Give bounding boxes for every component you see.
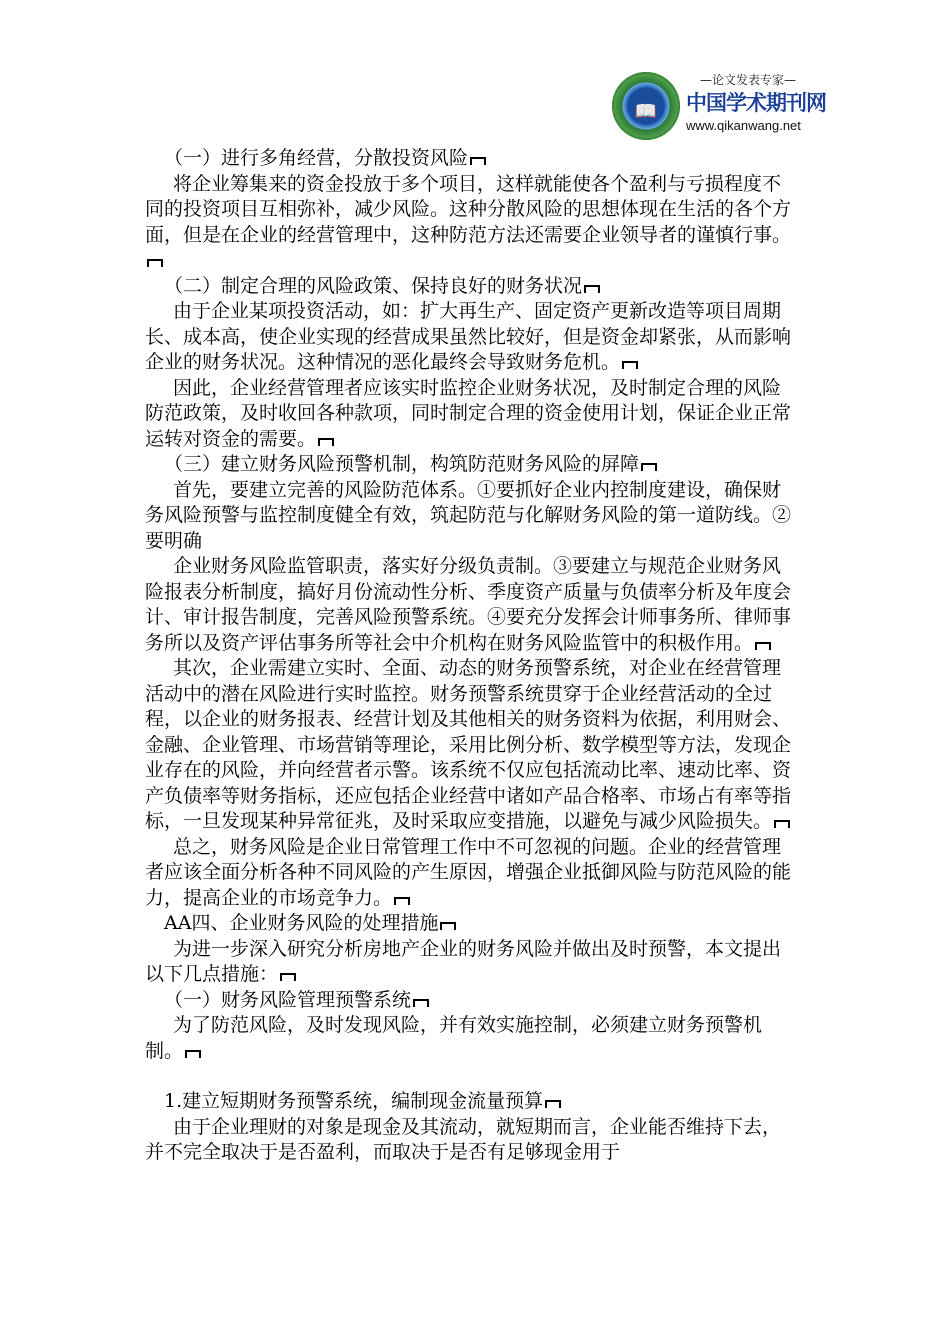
paragraph: 将企业筹集来的资金投放于多个项目，这样就能使各个盈利与亏损程度不同的投资项目互相弥补，减少风险。这种分散风险的思想体现在生活的各个方面，但是在企业的经营管理中，这种防范方法还需要企业领导者的谨慎行事。 bbox=[145, 172, 797, 274]
paragraph: 首先，要建立完善的风险防范体系。①要抓好企业内控制度建设，确保财务风险预警与监控制度健全有效，筑起防范与化解财务风险的第一道防线。②要明确 bbox=[145, 478, 792, 552]
paragraph: 由于企业理财的对象是现金及其流动，就短期而言，企业能否维持下去，并不完全取决于是否盈利，而取决于是否有足够现金用于 bbox=[145, 1115, 782, 1163]
paragraph-mark-icon bbox=[413, 999, 429, 1007]
book-icon: 📖 bbox=[634, 101, 658, 122]
paragraph: 为了防范风险，及时发现风险，并有效实施控制，必须建立财务预警机制。 bbox=[145, 1014, 763, 1062]
paragraph: 企业财务风险监管职责，落实好分级负责制。③要建立与规范企业财务风险报表分析制度，搞好月份流动性分析、季度资产质量与负债率分析及年度会计、审计报告制度，完善风险预警系统。④要充分发挥会计师事务所、律师事务所以及资产评估事务所等社会中介机构在财务风险监管中的积极作用。 bbox=[145, 555, 792, 654]
paragraph-mark-icon bbox=[470, 157, 486, 165]
paragraph-mark-icon bbox=[185, 1050, 201, 1058]
paragraph: 总之，财务风险是企业日常管理工作中不可忽视的问题。企业的经营管理者应该全面分析各种不同风险的产生原因，增强企业抵御风险与防范风险的能力，提高企业的市场竞争力。 bbox=[145, 835, 792, 909]
paragraph-mark-icon bbox=[394, 897, 410, 905]
paragraph-mark-icon bbox=[440, 922, 456, 930]
paragraph: 为进一步深入研究分析房地产企业的财务风险并做出及时预警，本文提出以下几点措施： bbox=[145, 937, 782, 985]
paragraph-mark-icon bbox=[280, 973, 296, 981]
logo-url: www.qikanwang.net bbox=[686, 118, 801, 133]
subsection-heading: 1.建立短期财务预警系统，编制现金流量预算 bbox=[145, 1089, 797, 1115]
paragraph-mark-icon bbox=[545, 1100, 561, 1108]
paragraph-mark-icon bbox=[147, 259, 163, 267]
paragraph-mark-icon bbox=[755, 642, 771, 650]
section-heading: （二）制定合理的风险政策、保持良好的财务状况 bbox=[145, 274, 797, 300]
paragraph: 由于企业某项投资活动，如：扩大再生产、固定资产更新改造等项目周期长、成本高，使企业实现的经营成果虽然比较好，但是资金却紧张，从而影响企业的财务状况。这种情况的恶化最终会导致财务危机。 bbox=[145, 300, 792, 373]
paragraph-mark-icon bbox=[584, 285, 600, 293]
section-heading: （三）建立财务风险预警机制，构筑防范财务风险的屏障 bbox=[145, 452, 797, 478]
paragraph: 因此，企业经营管理者应该实时监控企业财务状况，及时制定合理的风险防范政策，及时收回各种款项，同时制定合理的资金使用计划，保证企业正常运转对资金的需要。 bbox=[145, 376, 792, 450]
paragraph: 其次，企业需建立实时、全面、动态的财务预警系统，对企业在经营管理活动中的潜在风险进行实时监控。财务预警系统贯穿于企业经营活动的全过程，以企业的财务报表、经营计划及其他相关的财务资料为依据，利用财会、金融、企业管理、市场营销等理论，采用比例分析、数学模型等方法，发现企业存在的风险，并向经营者示警。该系统不仅应包括流动比率、速动比率、资产负债率等财务指标，还应包括企业经营中诸如产品合格率、市场占有率等指标，一旦发现某种异常征兆，及时采取应变措施，以避免与减少风险损失。 bbox=[145, 657, 792, 832]
paragraph-mark-icon bbox=[774, 820, 790, 828]
section-heading: （一）财务风险管理预警系统 bbox=[145, 988, 797, 1014]
section-heading: （一）进行多角经营，分散投资风险 bbox=[145, 146, 797, 172]
section-heading: AA四、企业财务风险的处理措施 bbox=[145, 911, 797, 937]
paragraph-mark-icon bbox=[318, 438, 334, 446]
globe-emblem bbox=[612, 72, 680, 140]
journal-logo bbox=[612, 66, 826, 150]
logo-tagline: —论文发表专家— bbox=[699, 73, 796, 87]
paragraph-mark-icon bbox=[641, 463, 657, 471]
article-body bbox=[145, 146, 797, 1166]
logo-title: 中国学术期刊网 bbox=[686, 91, 826, 115]
paragraph-mark-icon bbox=[622, 361, 638, 369]
